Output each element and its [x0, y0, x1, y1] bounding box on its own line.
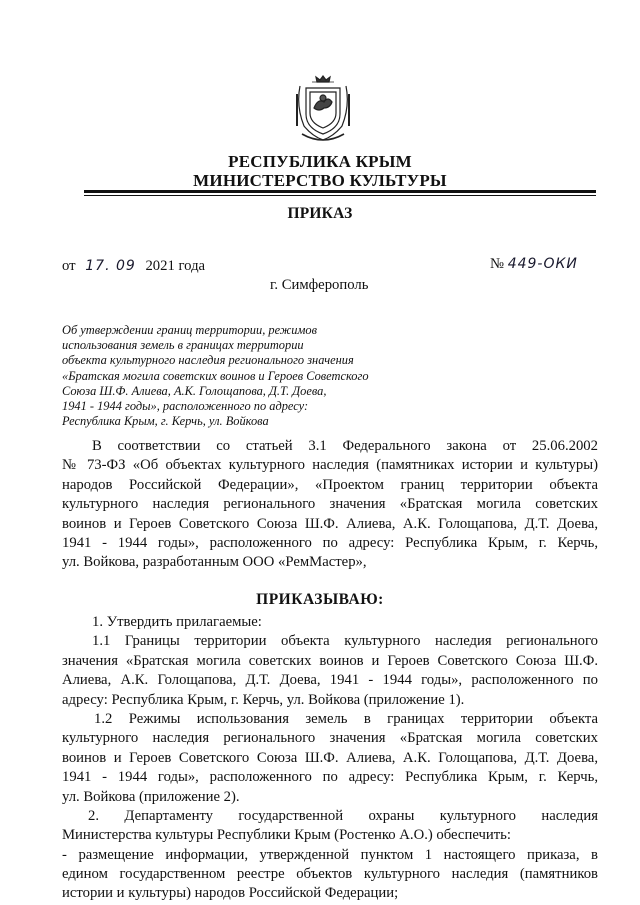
preamble-line: ул. Войкова, разработанным ООО «РемМастер», — [62, 554, 367, 571]
city-name: г. Симферополь — [270, 277, 369, 293]
subject-line: использования земель в границах территории — [62, 338, 304, 353]
order-title: ПРИКАЗЫВАЮ: — [256, 591, 384, 608]
order-line: - размещение информации, утвержденной пунктом 1 настоящего приказа, в — [62, 846, 598, 863]
order-line: Министерства культуры Республики Крым (Ростенко А.О.) обеспечить: — [62, 827, 511, 844]
preamble-line: культурного наследия регионального значения «Братская могила советских — [62, 496, 598, 513]
order-line: Алиева, А.К. Голощапова, Д.Т. Доева, 1941 - 1944 годы», расположенного по — [62, 672, 598, 689]
date-line — [62, 258, 205, 275]
order-line: 1941 - 1944 годы», расположенного по адресу: Республика Крым, г. Керчь, — [62, 769, 598, 786]
number-handwritten: 449-ОКИ — [507, 256, 578, 272]
subject-line: Республика Крым, г. Керчь, ул. Войкова — [62, 414, 269, 429]
header-rule-thin — [84, 195, 596, 196]
subject-line: Об утверждении границ территории, режимов — [62, 323, 317, 337]
order-number — [490, 256, 578, 273]
order-items — [62, 613, 598, 904]
order-line: 2. Департаменту государственной охраны культурного наследия — [88, 807, 598, 824]
order-line: едином государственном реестре объектов культурного наследия (памятников — [62, 866, 598, 883]
preamble-paragraph — [62, 437, 598, 573]
number-prefix: № — [490, 256, 505, 272]
header-rule-thick — [84, 190, 596, 193]
date-handwritten: 17. 09 — [85, 258, 136, 274]
coat-of-arms-drawing — [292, 74, 354, 144]
order-line: воинов и Героев Советского Союза Ш.Ф. Алиева, А.К. Голощапова, Д.Т. Доева, — [62, 749, 598, 766]
order-line: культурного наследия регионального значения «Братская могила советских — [62, 730, 598, 747]
order-line: 1. Утвердить прилагаемые: — [92, 614, 262, 630]
order-line: ул. Войкова (приложение 2). — [62, 788, 240, 805]
order-line: адресу: Республика Крым, г. Керчь, ул. Войкова (приложение 1). — [62, 691, 465, 708]
subject-line: 1941 - 1944 годы», расположенного по адресу: — [62, 399, 309, 414]
order-line: значения «Братская могила советских воинов и Героев Советского Союза Ш.Ф. — [62, 652, 598, 669]
subject-block — [62, 323, 369, 429]
header-ministry: МИНИСТЕРСТВО КУЛЬТУРЫ — [193, 171, 447, 190]
date-prefix: от — [62, 258, 76, 274]
order-line: 1.2 Режимы использования земель в границах территории объекта — [94, 710, 598, 727]
header-republic: РЕСПУБЛИКА КРЫМ — [228, 152, 412, 171]
preamble-line: воинов и Героев Советского Союза Ш.Ф. Алиева, А.К. Голощапова, Д.Т. Доева, — [62, 515, 598, 532]
date-suffix: 2021 года — [145, 258, 206, 274]
subject-line: Союза Ш.Ф. Алиева, А.К. Голощапова, Д.Т. Доева, — [62, 383, 327, 398]
preamble-line: № 73-ФЗ «Об объектах культурного наследия (памятниках истории и культуры) — [62, 457, 598, 474]
document-type-title: ПРИКАЗ — [287, 205, 353, 222]
preamble-line: В соответствии со статьей 3.1 Федерального закона от 25.06.2002 — [92, 438, 598, 454]
crimea-coat-of-arms-emblem — [292, 74, 354, 144]
order-line: 1.1 Границы территории объекта культурного наследия регионального — [92, 633, 598, 650]
preamble-line: 1941 - 1944 годы», расположенного по адресу: Республика Крым, г. Керчь, — [62, 534, 598, 551]
preamble-line: народов Российской Федерации», «Проектом границ территории объекта — [62, 476, 598, 493]
order-line: истории и культуры) народов Российской Федерации; — [62, 885, 399, 902]
subject-line: «Братская могила советских воинов и Героев Советского — [62, 368, 369, 383]
subject-line: объекта культурного наследия регионального значения — [62, 353, 354, 368]
